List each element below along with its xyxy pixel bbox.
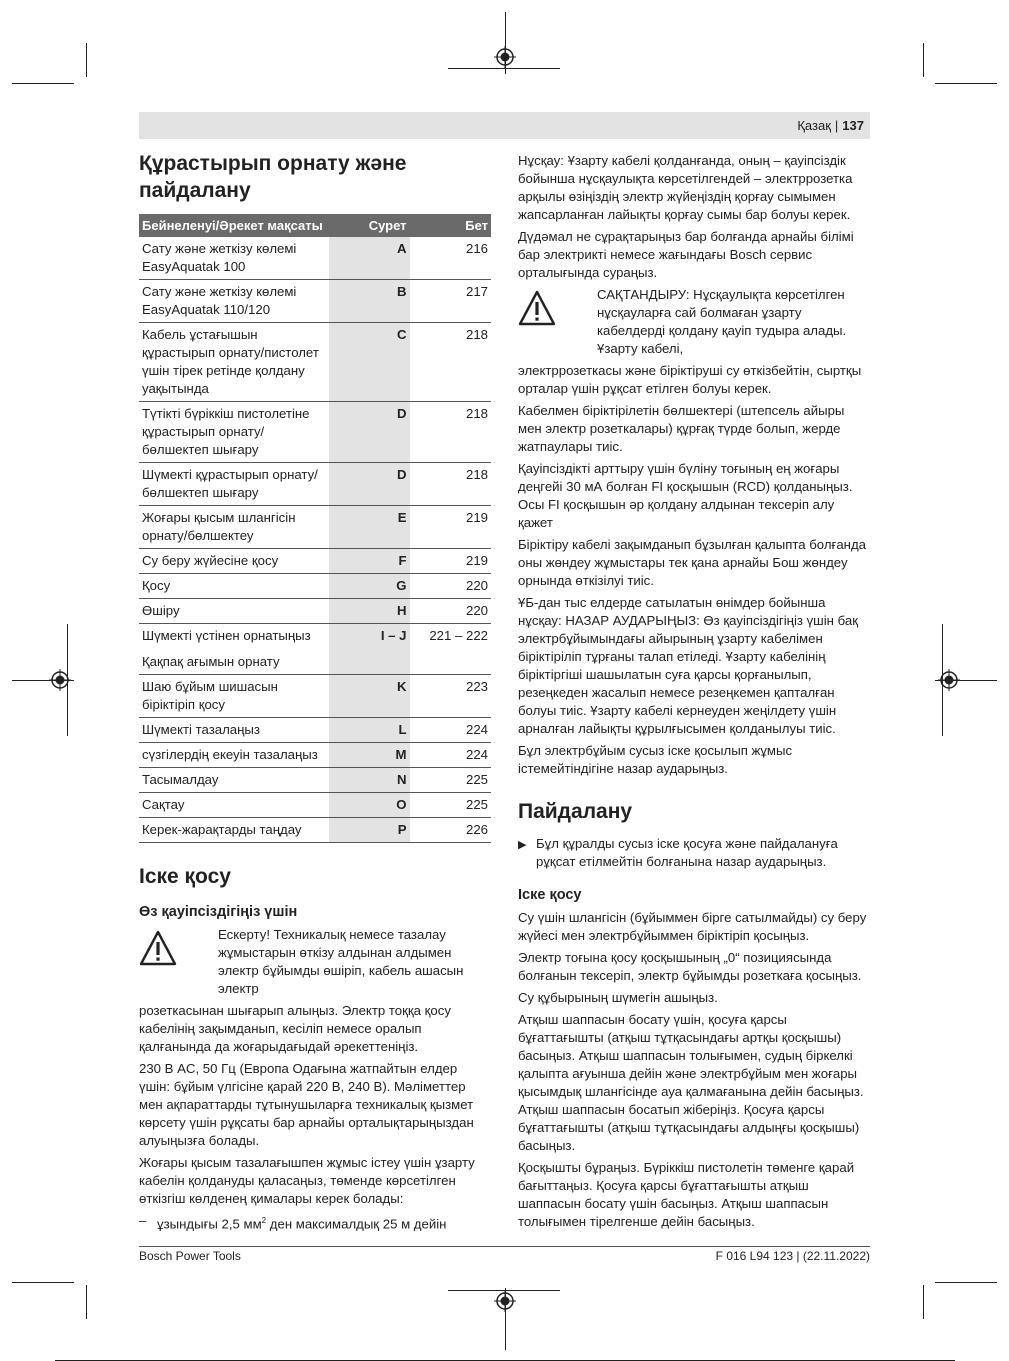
row-figure: C <box>329 323 410 402</box>
row-page: 224 <box>410 743 491 768</box>
row-description: Сату және жеткізу көлемі EasyAquatak 110/120 <box>139 280 329 323</box>
row-description: Шаю бұйым шишасын біріктіріп қосу <box>139 675 329 718</box>
crop-mark <box>12 1282 74 1283</box>
paragraph: Біріктіру кабелі зақымданып бұзылған қалыпта болғанда оны жөндеу жұмыстары тек қана арнайы Бош жөндеу орнында өткізілуі тиіс. <box>518 537 866 588</box>
footer-document-code: F 016 L94 123 | (22.11.2022) <box>715 1249 870 1263</box>
warning-triangle-icon <box>139 930 177 966</box>
paragraph: Бұл электрбұйым сусыз іске қосылып жұмыс істемейтіндігіне назар аударыңыз. <box>518 743 793 776</box>
warning-text: Ескерту! Техникалық немесе тазалау жұмыстарын өткізу алдынан алдымен электр бұйымды өшіріп, кабель ашасын электр <box>218 927 464 996</box>
row-description: Қосу <box>139 574 329 599</box>
superscript: 2 <box>261 1216 267 1225</box>
table-row <box>139 718 491 743</box>
page-header <box>139 112 870 139</box>
row-figure: P <box>329 818 410 843</box>
row-description: Шүмекті тазалаңыз <box>139 718 329 743</box>
row-description: Сақтау <box>139 793 329 818</box>
row-figure: B <box>329 280 410 323</box>
paragraph: 230 В AC, 50 Гц (Европа Одағына жатпайтын елдер үшін: бұйым үлгісіне қарай 220 В, 240 В). Мәліметтер мен ақпараттарды тұтынушыларға техникалық қызмет көрсету үшін рұқсаты бар арнайы орталықтарыңыздан алуыңызға болады. <box>139 1061 474 1148</box>
crop-mark <box>923 43 924 77</box>
dash-mark: – <box>139 1213 147 1228</box>
list-item-text-part: ұзындығы 2,5 мм <box>157 1216 262 1232</box>
row-description: Тасымалдау <box>139 768 329 793</box>
subsection-title-startup: Іске қосу <box>518 887 582 903</box>
row-page: 224 <box>410 718 491 743</box>
registration-mark-icon <box>49 669 71 691</box>
row-description-line: Шүмекті үстінен орнатыңыз <box>142 628 311 643</box>
row-description: Су беру жүйесіне қосу <box>139 549 329 574</box>
paragraph: Жоғары қысым тазалағышпен жұмыс істеу үшін ұзарту кабелін қолдануды қаласаңыз, төменде көрсетілген өткізгіш көлденең қималары керек болады: <box>139 1155 475 1206</box>
table-row <box>139 506 491 549</box>
list-item <box>139 1212 491 1233</box>
header-separator: | <box>834 118 839 133</box>
crop-mark <box>12 83 74 84</box>
table-row <box>139 818 491 843</box>
row-figure: D <box>329 463 410 506</box>
table-header-description: Бейнеленуі/Әрекет мақсаты <box>139 214 329 237</box>
list-item-text <box>157 1212 446 1233</box>
row-figure: F <box>329 549 410 574</box>
table-header-figure: Сурет <box>329 214 410 237</box>
table-row <box>139 675 491 718</box>
crop-mark <box>448 68 560 69</box>
table-row <box>139 549 491 574</box>
row-figure: D <box>329 402 410 463</box>
table-row <box>139 463 491 506</box>
paragraph: Қауіпсіздікті арттыру үшін бүліну тоғының ең жоғары деңгейі 30 мА болған FI қосқышын (RCD) қолданыңыз. Осы FI қосқышын әр қолдану алдынан тексеріп алу қажет <box>518 461 853 530</box>
header-language: Қазақ <box>797 118 831 133</box>
row-page: 221 – 222 <box>410 624 491 675</box>
row-description: Керек-жарақтарды таңдау <box>139 818 329 843</box>
row-figure: L <box>329 718 410 743</box>
paragraph: Кабелмен біріктірілетін бөлшектері (штепсель айыры мен электр розеткалары) құрғақ түрде болып, жерде жатпаулары тиіс. <box>518 403 845 454</box>
row-description: Кабель ұстағышын құрастырып орнату/пистолет үшін тірек ретінде қолдану уақытында <box>139 323 329 402</box>
crop-mark <box>923 1285 924 1319</box>
table-row <box>139 280 491 323</box>
row-description: Жоғары қысым шлангісін орнату/бөлшектеу <box>139 506 329 549</box>
table-header-row <box>139 214 491 237</box>
table-row <box>139 793 491 818</box>
registration-mark-icon <box>494 46 516 68</box>
footer-divider <box>139 1246 870 1247</box>
table-row <box>139 599 491 624</box>
row-page: 218 <box>410 402 491 463</box>
table-row <box>139 743 491 768</box>
paragraph: Дүдәмал не сұрақтарыңыз бар болғанда арнайы білімі бар электрикті немесе жағындағы Bosch сервис орталығында сураңыз. <box>518 229 854 280</box>
warning-text-continued: розеткасынан шығарып алыңыз. Электр тоққа қосу кабелінің зақымданып, кесіліп немесе оралып қалғанында да жоғарыдағыдай әрекеттеніңіз. <box>139 1003 451 1054</box>
paragraph: Су үшін шлангісін (бұйыммен бірге сатылмайды) су беру жүйесі мен электрбұйыммен біріктіріп қосыңыз. <box>518 910 867 943</box>
row-page: 223 <box>410 675 491 718</box>
paragraph: Электр тоғына қосу қосқышының „0“ позициясында болғанын тексеріп, электр бұйымды розеткаға қосыңыз. <box>518 950 862 983</box>
crop-mark <box>935 1282 997 1283</box>
row-figure: M <box>329 743 410 768</box>
section-title-usage: Пайдалану <box>518 800 633 823</box>
paragraph: Атқыш шаппасын босату үшін, қосуға қарсы бұғаттағышты (атқыш тұтқасындағы артқы қосқышы) басыңыз. Атқыш шаппасын толығымен, судың біркелкі қалыпта ағуынша дейін және электрбұйым мен жоғары қысымдық шлангісінде ауа қалмағанына дейін басыңыз. Атқыш шаппасын босатып жіберіңіз. Қосуға қарсы бұғаттағышты (атқыш тұтқасындағы алдыңғы қосқышы) басыңыз. <box>518 1012 864 1153</box>
row-description: сүзгілердің екеуін тазалаңыз <box>139 743 329 768</box>
table-row <box>139 768 491 793</box>
page-number: 137 <box>842 118 864 133</box>
row-figure: N <box>329 768 410 793</box>
arrow-bullet-icon: ▶ <box>518 839 527 851</box>
list-item-text-part: ден максималдық 25 м дейін <box>266 1216 447 1232</box>
table-header-page: Бет <box>410 214 491 237</box>
row-figure: E <box>329 506 410 549</box>
row-page: 218 <box>410 463 491 506</box>
table-row <box>139 624 491 675</box>
paragraph: Нұсқау: Ұзарту кабелі қолданғанда, оның – қауіпсіздік бойынша нұсқаулықта көрсетілгендей – электррозетка арқылы өзіңіздің электр жүйеңіздің қорғау сымымен жапсарланған лайықты қорғау сымы бар болуы керек. <box>518 153 853 222</box>
warning-block <box>139 926 491 1056</box>
table-row <box>139 237 491 280</box>
list-item <box>518 835 870 871</box>
row-figure: I – J <box>329 624 410 675</box>
row-page: 220 <box>410 599 491 624</box>
list-item-text: Бұл құралды сусыз іске қосуға және пайдалануға рұқсат етілмейтін болғанына назар аударыңыз. <box>536 836 838 869</box>
row-page: 225 <box>410 793 491 818</box>
subsection-title-safety: Өз қауіпсіздігіңіз үшін <box>139 904 298 920</box>
table-row <box>139 574 491 599</box>
section-title-startup: Іске қосу <box>139 865 231 888</box>
caution-block <box>518 286 870 398</box>
paragraph: Қосқышты бұраңыз. Бүріккіш пистолетін төменге қарай бағыттаңыз. Қосуға қарсы бұғаттағышты атқыш шаппасын босату үшін басыңыз. Атқыш шаппасын толығымен тірелгенше дейін басыңыз. <box>518 1160 855 1229</box>
right-column <box>518 152 870 1235</box>
crop-mark <box>86 43 87 77</box>
row-figure: H <box>329 599 410 624</box>
row-page: 219 <box>410 506 491 549</box>
paragraph: ҰБ-дан тыс елдерде сатылатын өнімдер бойынша нұсқау: НАЗАР АУДАРЫҢЫЗ: Өз қауіпсіздігіңіз үшін бақ электрбұйымындағы айырының ұзарту кабелімен біріктіріліп тұрғаны талап етіледі. Ұзарту кабелінің біріктіргіші шашылатын суға қарсы қорғанылып, резеңкеден жасалып немесе резеңкемен қапталған болуы тиіс. Ұзарту кабелі кернеуден жеңілдету үшін арналған лайықты құрылғысымен қолданылуы тиіс. <box>518 595 858 736</box>
row-description <box>139 624 329 675</box>
row-description: Түтікті бүріккіш пистолетіне құрастырып орнату/бөлшектеп шығару <box>139 402 329 463</box>
row-description: Шүмекті құрастырып орнату/бөлшектеп шығару <box>139 463 329 506</box>
row-figure: K <box>329 675 410 718</box>
row-page: 217 <box>410 280 491 323</box>
left-column <box>139 150 491 1233</box>
row-page: 219 <box>410 549 491 574</box>
row-figure: O <box>329 793 410 818</box>
table-row <box>139 402 491 463</box>
row-page: 220 <box>410 574 491 599</box>
registration-mark-icon <box>938 669 960 691</box>
footer-publisher: Bosch Power Tools <box>139 1249 241 1263</box>
table-row <box>139 323 491 402</box>
section-title-assembly: Құрастырып орнату және пайдалану <box>139 152 407 202</box>
row-description-line: Қақпақ ағымын орнату <box>142 654 280 669</box>
row-page: 216 <box>410 237 491 280</box>
registration-mark-icon <box>494 1290 516 1312</box>
paragraph: Су құбырының шүмегін ашыңыз. <box>518 990 718 1005</box>
row-page: 218 <box>410 323 491 402</box>
row-page: 226 <box>410 818 491 843</box>
row-description: Сату және жеткізу көлемі EasyAquatak 100 <box>139 237 329 280</box>
row-page: 225 <box>410 768 491 793</box>
warning-triangle-icon <box>518 290 556 326</box>
contents-table <box>139 214 491 843</box>
row-description: Өшіру <box>139 599 329 624</box>
caution-text: САҚТАНДЫРУ: Нұсқаулықта көрсетілген нұсқауларға сай болмаған ұзарту кабелдерді қолдану қауіп тудыра алады. Ұзарту кабелі, <box>597 287 847 356</box>
row-figure: G <box>329 574 410 599</box>
row-figure: A <box>329 237 410 280</box>
crop-mark <box>935 83 997 84</box>
caution-text-continued: электррозеткасы және біріктіруші су өткізбейтін, сыртқы орталар үшін рұқсат етілген болуы керек. <box>518 363 862 396</box>
crop-mark <box>86 1285 87 1319</box>
